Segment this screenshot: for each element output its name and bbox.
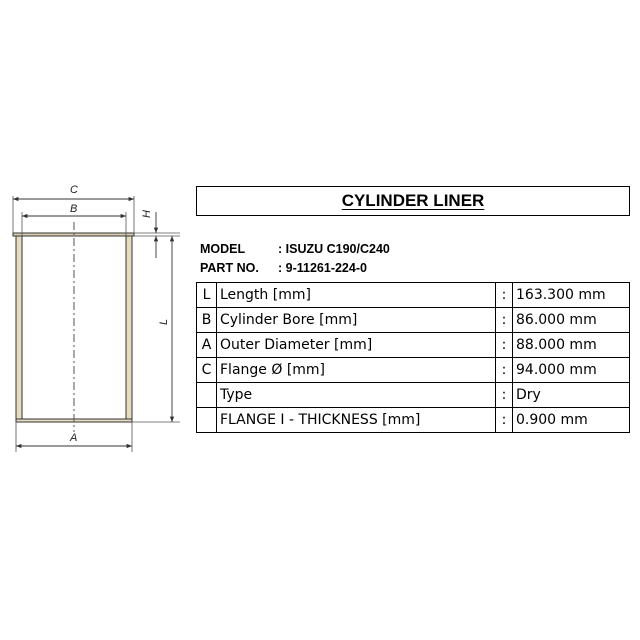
spec-sep: : <box>496 383 513 408</box>
spec-sep: : <box>496 333 513 358</box>
spec-sep: : <box>496 358 513 383</box>
dim-b-label: B <box>70 203 78 215</box>
table-row <box>197 358 630 383</box>
spec-value: 0.900 mm <box>513 408 630 433</box>
spec-code: A <box>197 333 217 358</box>
spec-name: Outer Diameter [mm] <box>217 333 496 358</box>
spec-value: 94.000 mm <box>513 358 630 383</box>
spec-name: Flange Ø [mm] <box>217 358 496 383</box>
table-row <box>197 308 630 333</box>
page-title: CYLINDER LINER <box>341 191 485 210</box>
spec-value: 88.000 mm <box>513 333 630 358</box>
spec-sep: : <box>496 408 513 433</box>
spec-value: Dry <box>513 383 630 408</box>
dim-a-label: A <box>70 432 78 444</box>
spec-name: Length [mm] <box>217 283 496 308</box>
spec-name: Cylinder Bore [mm] <box>217 308 496 333</box>
specs-table <box>196 282 630 433</box>
dim-l-label: L <box>158 318 170 325</box>
spec-name: FLANGE I - THICKNESS [mm] <box>217 408 496 433</box>
model-key: MODEL <box>200 242 246 256</box>
spec-code: B <box>197 308 217 333</box>
table-row <box>197 333 630 358</box>
part-no-key: PART NO. <box>200 261 259 275</box>
spec-sep: : <box>496 283 513 308</box>
part-no-value: : 9-11261-224-0 <box>278 261 367 275</box>
table-row <box>197 283 630 308</box>
spec-code: L <box>197 283 217 308</box>
model-value: : ISUZU C190/C240 <box>278 242 390 256</box>
spec-code <box>197 383 217 408</box>
spec-code <box>197 408 217 433</box>
model-row <box>200 242 390 256</box>
dim-c-label: C <box>70 184 78 196</box>
spec-code: C <box>197 358 217 383</box>
dim-h-label: H <box>141 210 153 218</box>
spec-value: 163.300 mm <box>513 283 630 308</box>
title-box <box>196 186 630 216</box>
spec-sep: : <box>496 308 513 333</box>
spec-value: 86.000 mm <box>513 308 630 333</box>
part-no-row <box>200 261 367 275</box>
table-row <box>197 408 630 433</box>
spec-name: Type <box>217 383 496 408</box>
table-row <box>197 383 630 408</box>
